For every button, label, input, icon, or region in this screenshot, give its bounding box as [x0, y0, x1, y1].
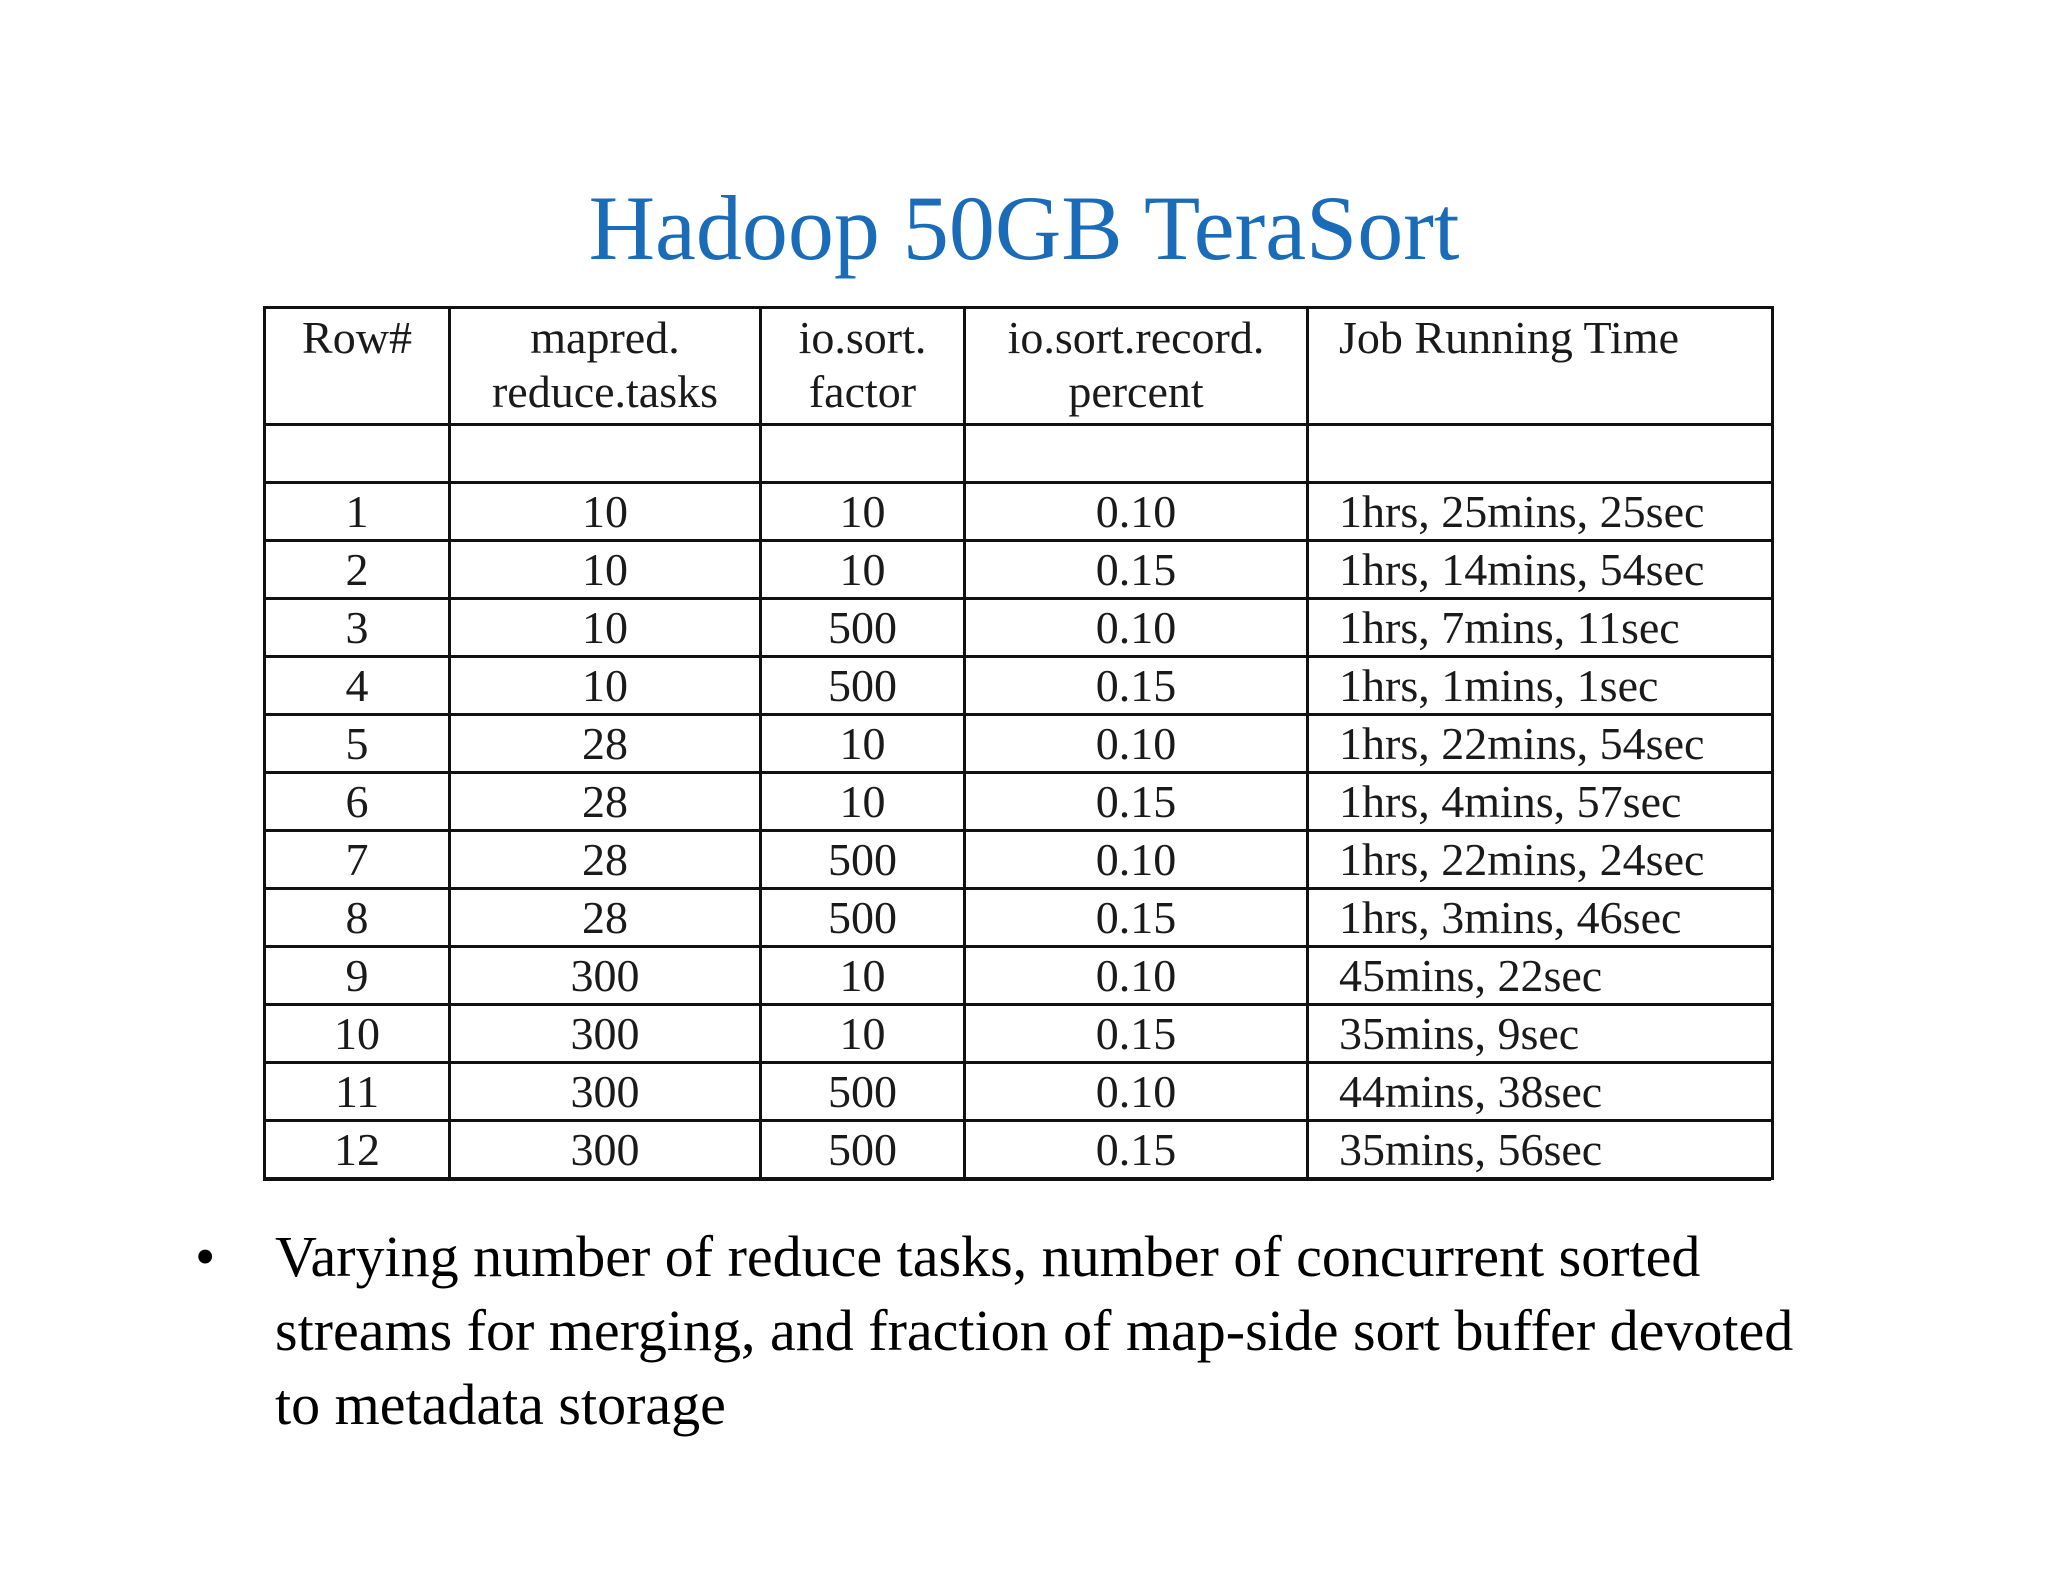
cell-reduce-tasks: 28: [450, 889, 761, 947]
cell-sort-factor: 10: [761, 1005, 965, 1063]
table-row: [265, 831, 1773, 889]
header-line-1: io.sort.: [798, 312, 927, 363]
cell-record-percent: 0.10: [965, 599, 1308, 657]
header-record-percent: [965, 308, 1308, 425]
bullet-point: [195, 1220, 1835, 1442]
header-line-1: io.sort.record.: [1007, 312, 1265, 363]
cell-reduce-tasks: 10: [450, 483, 761, 541]
header-row-number: [265, 308, 450, 425]
table-row: [265, 1005, 1773, 1063]
table-row: [265, 1063, 1773, 1121]
cell-sort-factor: 10: [761, 483, 965, 541]
cell-record-percent: 0.10: [965, 483, 1308, 541]
cell-job-running-time: 1hrs, 25mins, 25sec: [1308, 483, 1773, 541]
cell-record-percent: 0.15: [965, 541, 1308, 599]
table-bottom-rule: [263, 1178, 1771, 1181]
cell-job-running-time: 1hrs, 3mins, 46sec: [1308, 889, 1773, 947]
cell-record-percent: 0.10: [965, 831, 1308, 889]
cell-job-running-time: 1hrs, 7mins, 11sec: [1308, 599, 1773, 657]
table-row: [265, 483, 1773, 541]
header-job-running-time: [1308, 308, 1773, 425]
cell-record-percent: 0.10: [965, 715, 1308, 773]
cell-reduce-tasks: 300: [450, 1063, 761, 1121]
cell-record-percent: 0.15: [965, 657, 1308, 715]
cell-job-running-time: 1hrs, 4mins, 57sec: [1308, 773, 1773, 831]
header-line-1: mapred.: [530, 312, 680, 363]
header-row: [265, 308, 1773, 425]
cell-reduce-tasks: 300: [450, 1005, 761, 1063]
header-line-1: Job Running Time: [1339, 312, 1679, 363]
cell-record-percent: 0.15: [965, 1121, 1308, 1179]
results-table: [263, 306, 1774, 1180]
cell-row-number: 8: [265, 889, 450, 947]
cell-job-running-time: 35mins, 9sec: [1308, 1005, 1773, 1063]
table-row: [265, 889, 1773, 947]
cell-job-running-time: 44mins, 38sec: [1308, 1063, 1773, 1121]
table-row: [265, 947, 1773, 1005]
bullet-text: Varying number of reduce tasks, number of concurrent sorted streams for merging, and fraction of map-side sort buffer devoted to metadata storage: [275, 1224, 1794, 1437]
cell-row-number: 7: [265, 831, 450, 889]
cell-reduce-tasks: 10: [450, 599, 761, 657]
table-row: [265, 599, 1773, 657]
cell-row-number: 12: [265, 1121, 450, 1179]
cell-sort-factor: 500: [761, 1063, 965, 1121]
cell-reduce-tasks: 28: [450, 831, 761, 889]
cell-row-number: 6: [265, 773, 450, 831]
cell-row-number: 11: [265, 1063, 450, 1121]
cell-reduce-tasks: 10: [450, 657, 761, 715]
table-row: [265, 773, 1773, 831]
table-row: [265, 715, 1773, 773]
cell-job-running-time: 1hrs, 22mins, 24sec: [1308, 831, 1773, 889]
cell-reduce-tasks: 10: [450, 541, 761, 599]
cell-reduce-tasks: 28: [450, 773, 761, 831]
cell-record-percent: 0.10: [965, 947, 1308, 1005]
table-body: [265, 425, 1773, 1179]
header-reduce-tasks: [450, 308, 761, 425]
table-header: [265, 308, 1773, 425]
results-table-container: [263, 306, 1771, 1180]
cell-sort-factor: 500: [761, 599, 965, 657]
cell-row-number: 3: [265, 599, 450, 657]
cell-row-number: 10: [265, 1005, 450, 1063]
header-sort-factor: [761, 308, 965, 425]
cell-row-number: 4: [265, 657, 450, 715]
table-row: [265, 1121, 1773, 1179]
bullet-dot: •: [195, 1224, 216, 1289]
cell-job-running-time: 1hrs, 1mins, 1sec: [1308, 657, 1773, 715]
cell-record-percent: 0.15: [965, 889, 1308, 947]
header-line-2: reduce.tasks: [491, 366, 719, 417]
cell-record-percent: 0.10: [965, 1063, 1308, 1121]
cell-sort-factor: 10: [761, 541, 965, 599]
cell-reduce-tasks: 300: [450, 947, 761, 1005]
cell-job-running-time: 35mins, 56sec: [1308, 1121, 1773, 1179]
cell-row-number: 1: [265, 483, 450, 541]
cell-job-running-time: 1hrs, 14mins, 54sec: [1308, 541, 1773, 599]
cell-row-number: 2: [265, 541, 450, 599]
header-line-1: Row#: [302, 312, 412, 363]
cell-reduce-tasks: 28: [450, 715, 761, 773]
cell-row-number: 9: [265, 947, 450, 1005]
cell-reduce-tasks: 300: [450, 1121, 761, 1179]
cell-sort-factor: 500: [761, 831, 965, 889]
slide-title: Hadoop 50GB TeraSort: [588, 177, 1460, 279]
cell-record-percent: 0.15: [965, 1005, 1308, 1063]
cell-row-number: 5: [265, 715, 450, 773]
header-line-2: percent: [1068, 366, 1204, 417]
header-gap: [265, 425, 1773, 483]
cell-sort-factor: 500: [761, 657, 965, 715]
cell-job-running-time: 45mins, 22sec: [1308, 947, 1773, 1005]
cell-sort-factor: 500: [761, 889, 965, 947]
table-row: [265, 657, 1773, 715]
table-row: [265, 541, 1773, 599]
cell-record-percent: 0.15: [965, 773, 1308, 831]
cell-sort-factor: 500: [761, 1121, 965, 1179]
cell-sort-factor: 10: [761, 947, 965, 1005]
header-line-2: factor: [808, 366, 917, 417]
cell-job-running-time: 1hrs, 22mins, 54sec: [1308, 715, 1773, 773]
cell-sort-factor: 10: [761, 773, 965, 831]
cell-sort-factor: 10: [761, 715, 965, 773]
